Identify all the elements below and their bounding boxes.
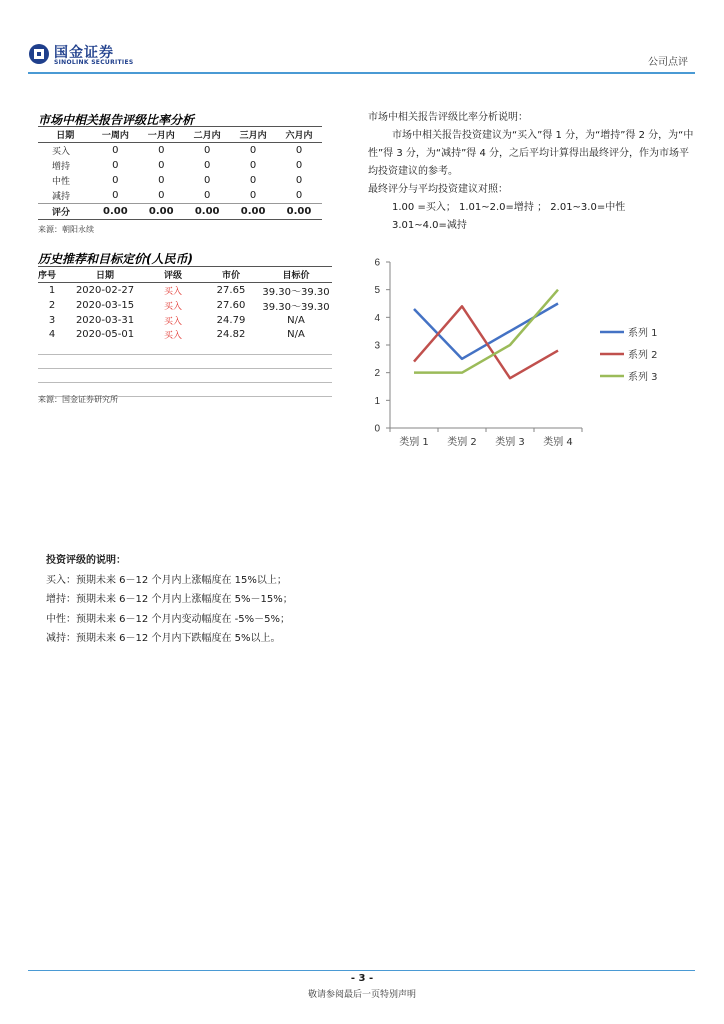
table-cell: 0: [295, 160, 303, 171]
table-row: [38, 188, 322, 204]
legend-label: 系列 3: [628, 372, 658, 383]
price-cell: 24.82: [216, 328, 246, 340]
line-chart: [368, 250, 670, 454]
target-cell: N/A: [287, 328, 305, 340]
rating-cell: 买入: [163, 287, 182, 297]
table-row: [38, 173, 322, 188]
x-tick-label: 类别 4: [543, 437, 573, 448]
definitions-title: 投资评级的说明：: [46, 555, 126, 566]
y-tick-label: 4: [374, 312, 380, 324]
table-cell: 0: [112, 160, 119, 171]
footer-disclaimer: 敬请参阅最后一页特别声明: [307, 990, 416, 1000]
row-label: 评分: [38, 204, 92, 220]
y-tick-label: 5: [374, 285, 380, 297]
table-cell: 0: [158, 190, 165, 201]
logo-name-cn: 国金证券: [54, 45, 114, 61]
row-number: 1: [48, 285, 56, 296]
rating-cell: 买入: [163, 330, 182, 341]
row-label: 中性: [52, 177, 71, 187]
table-cell: 0: [203, 160, 211, 171]
score-cell: 0.00: [184, 204, 230, 220]
rating-explanation: [368, 109, 698, 235]
date-cell: 2020-02-27: [75, 285, 135, 296]
y-tick-label: 2: [374, 368, 380, 380]
score-cell: 0.00: [92, 204, 138, 220]
table-cell: 0: [158, 145, 165, 156]
y-tick-label: 1: [374, 395, 380, 407]
table-cell: 0: [249, 175, 257, 186]
table-cell: 0: [249, 190, 257, 201]
empty-row: [38, 355, 332, 369]
explanation-body: 市场中相关报告投资建议为“买入”得 1 分，为“增持”得 2 分，为“中性”得 3 分，为“减持”得 4 分，之后平均计算得出最终评分，作为市场平均投资建议的参考。: [368, 130, 694, 177]
score-cell: 0.00: [138, 204, 184, 220]
rating-table-source: 来源：朝阳永续: [38, 225, 94, 234]
rating-table-header-row: [38, 127, 322, 143]
table-cell: 0: [203, 145, 211, 156]
date-cell: 2020-03-31: [75, 314, 135, 326]
y-tick-label: 6: [374, 257, 380, 269]
row-label: 买入: [52, 147, 71, 157]
y-tick-label: 3: [374, 340, 380, 352]
table-cell: 0: [112, 145, 119, 156]
chart-background: [368, 250, 670, 454]
history-table-title: 历史推荐和目标定价(人民币): [38, 252, 193, 266]
table-cell: 0: [158, 160, 165, 171]
table-cell: 0: [249, 160, 257, 171]
header-divider: [28, 72, 695, 74]
table-cell: 0: [203, 175, 211, 186]
rating-definitions: [46, 551, 293, 649]
rating-cell: 买入: [163, 316, 182, 327]
row-number: 4: [48, 328, 56, 340]
x-tick-label: 类别 3: [495, 437, 525, 448]
column-header: 二月内: [184, 127, 230, 143]
definition-item: 中性：预期未来 6－12 个月内变动幅度在 -5%－5%；: [46, 613, 290, 625]
legend-label: 系列 1: [628, 328, 658, 339]
column-header: 日期: [38, 127, 92, 143]
y-tick-label: 0: [374, 423, 380, 435]
history-table-source: 来源：国金证券研究所: [38, 395, 118, 404]
rating-cell: 买入: [163, 302, 182, 312]
history-table-header-row: [38, 267, 332, 283]
target-cell: 39.30～39.30: [262, 302, 330, 313]
definition-item: 买入：预期未来 6－12 个月内上涨幅度在 15%以上；: [46, 574, 287, 586]
legend-label: 系列 2: [628, 350, 658, 361]
column-header: 一周内: [92, 127, 138, 143]
column-header: 目标价: [260, 267, 332, 283]
x-tick-label: 类别 2: [447, 437, 477, 448]
column-header: 市价: [202, 267, 260, 283]
logo-name-en: SINOLINK SECURITIES: [54, 59, 134, 66]
row-number: 3: [48, 314, 56, 326]
table-cell: 0: [295, 145, 303, 156]
mapping-title: 最终评分与平均投资建议对照：: [368, 184, 508, 195]
score-cell: 0.00: [276, 204, 322, 220]
sinolink-logo-icon: [28, 43, 50, 65]
mapping-line: 3.01~4.0=减持: [392, 220, 467, 231]
column-header: 日期: [66, 267, 144, 283]
column-header: 一月内: [138, 127, 184, 143]
explanation-title: 市场中相关报告评级比率分析说明：: [368, 112, 528, 123]
column-header: 评级: [144, 267, 202, 283]
table-row: [38, 283, 332, 299]
history-table-container: [38, 266, 332, 397]
price-cell: 24.79: [216, 314, 246, 326]
table-cell: 0: [249, 145, 257, 156]
target-cell: 39.30～39.30: [262, 287, 330, 298]
table-row: [38, 298, 332, 313]
date-cell: 2020-03-15: [75, 300, 135, 311]
target-cell: N/A: [287, 314, 305, 326]
row-number: 2: [48, 300, 56, 311]
rating-table-container: [38, 126, 322, 220]
score-row: [38, 204, 322, 220]
column-header: 三月内: [230, 127, 276, 143]
row-label: 增持: [52, 162, 71, 172]
price-cell: 27.60: [216, 300, 246, 311]
price-cell: 27.65: [216, 285, 246, 296]
column-header: 序号: [38, 267, 66, 283]
x-tick-label: 类别 1: [399, 437, 429, 448]
footer-divider: [28, 970, 695, 971]
table-cell: 0: [203, 190, 211, 201]
table-row: [38, 158, 322, 173]
table-cell: 0: [295, 190, 303, 201]
score-cell: 0.00: [230, 204, 276, 220]
table-cell: 0: [158, 175, 165, 186]
table-cell: 0: [295, 175, 303, 186]
table-cell: 0: [112, 190, 119, 201]
definition-item: 减持：预期未来 6－12 个月内下跌幅度在 5%以上。: [46, 633, 281, 644]
table-row: [38, 327, 332, 341]
column-header: 六月内: [276, 127, 322, 143]
document-type: 公司点评: [648, 57, 688, 68]
row-label: 减持: [52, 192, 71, 202]
table-cell: 0: [112, 175, 119, 186]
date-cell: 2020-05-01: [75, 328, 135, 340]
definition-item: 增持：预期未来 6－12 个月内上涨幅度在 5%－15%；: [46, 594, 293, 605]
page-number: - 3 -: [350, 973, 374, 984]
mapping-line: 1.00 =买入； 1.01~2.0=增持 ； 2.01~3.0=中性: [392, 202, 626, 213]
empty-row: [38, 369, 332, 383]
empty-row: [38, 341, 332, 355]
rating-ratio-table: [38, 126, 322, 220]
history-recommendation-table: [38, 266, 332, 397]
rating-table-title: 市场中相关报告评级比率分析: [38, 113, 195, 127]
table-row: [38, 143, 322, 159]
table-row: [38, 313, 332, 327]
